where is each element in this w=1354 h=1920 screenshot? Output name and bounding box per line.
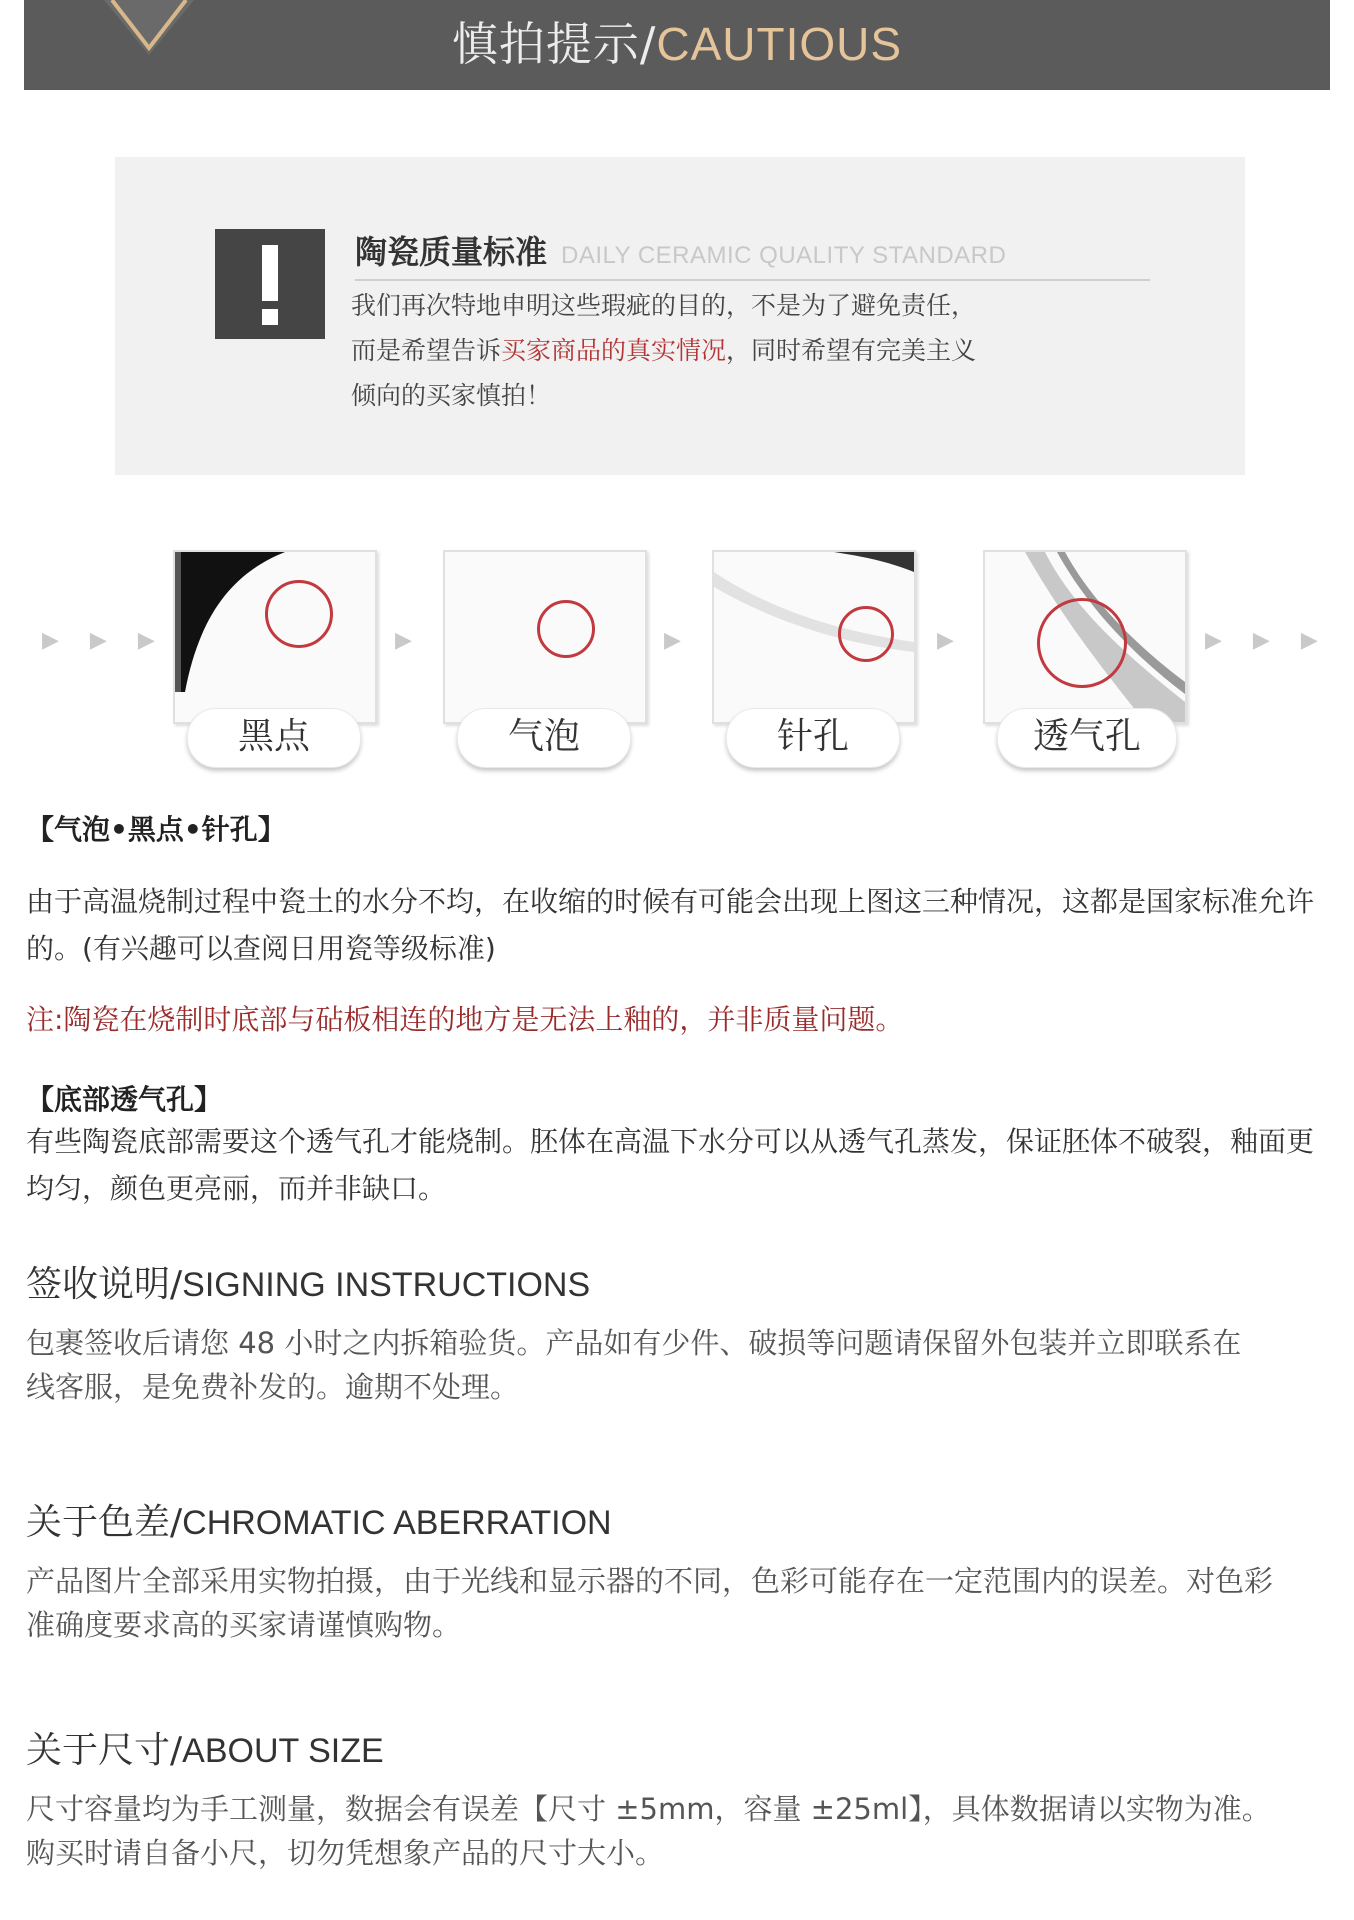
arrows-right-icon: ▶ ▶ ▶ bbox=[1205, 628, 1330, 653]
defect-highlight-circle bbox=[537, 600, 595, 658]
arrows-left-icon: ▶ ▶ ▶ bbox=[42, 628, 167, 653]
arrow-icon: ▶ bbox=[937, 628, 966, 653]
section-bubble-spot-pinhole bbox=[26, 808, 1326, 1043]
notice-title bbox=[355, 227, 1006, 273]
defect-card-pinhole bbox=[712, 550, 916, 724]
defect-highlight-circle bbox=[838, 606, 894, 662]
section-heading: 签收说明/SIGNING INSTRUCTIONS bbox=[26, 1264, 591, 1305]
arrow-icon: ▶ bbox=[664, 628, 693, 653]
section-heading: 关于尺寸/ABOUT SIZE bbox=[26, 1730, 384, 1771]
section-text: 由于高温烧制过程中瓷土的水分不均，在收缩的时候有可能会出现上图这三种情况，这都是国家标准允许的。(有兴趣可以查阅日用瓷等级标准) bbox=[26, 885, 1315, 965]
arrow-icon: ▶ bbox=[395, 628, 424, 653]
section-text: 产品图片全部采用实物拍摄，由于光线和显示器的不同，色彩可能存在一定范围内的误差。对色彩准确度要求高的买家请谨慎购物。 bbox=[26, 1564, 1274, 1642]
notice-line-1: 我们再次特地申明这些瑕疵的目的，不是为了避免责任， bbox=[351, 291, 977, 320]
header-banner bbox=[24, 0, 1330, 90]
defect-examples bbox=[0, 540, 1354, 760]
notice-line-2: 而是希望告诉买家商品的真实情况，同时希望有完美主义 bbox=[351, 336, 977, 365]
section-note: 注:陶瓷在烧制时底部与砧板相连的地方是无法上釉的，并非质量问题。 bbox=[26, 1003, 904, 1036]
defect-label-black-spot: 黑点 bbox=[187, 708, 361, 768]
section-heading: 【气泡•黑点•针孔】 bbox=[26, 813, 286, 846]
defect-label-pinhole: 针孔 bbox=[726, 708, 900, 768]
defect-label-vent-hole: 透气孔 bbox=[997, 708, 1177, 768]
divider bbox=[355, 279, 1150, 281]
section-size bbox=[26, 1722, 1326, 1875]
page-title bbox=[24, 14, 1330, 74]
title-cn: 慎拍提示/ bbox=[451, 17, 657, 71]
defect-highlight-circle bbox=[265, 580, 333, 648]
section-text: 尺寸容量均为手工测量，数据会有误差【尺寸 ±5mm，容量 ±25ml】，具体数据请以实物为准。购买时请自备小尺，切勿凭想象产品的尺寸大小。 bbox=[26, 1792, 1271, 1870]
section-heading: 【底部透气孔】 bbox=[26, 1083, 223, 1116]
defect-label-bubble: 气泡 bbox=[457, 708, 631, 768]
title-en: CAUTIOUS bbox=[656, 18, 903, 70]
notice-highlight: 买家商品的真实情况 bbox=[501, 336, 727, 365]
notice-title-en: DAILY CERAMIC QUALITY STANDARD bbox=[561, 242, 1007, 269]
notice-line-3: 倾向的买家慎拍！ bbox=[351, 381, 552, 410]
section-signing bbox=[26, 1256, 1326, 1409]
exclamation-icon bbox=[215, 229, 325, 339]
notice-title-cn: 陶瓷质量标准 bbox=[355, 233, 548, 271]
quality-notice-box bbox=[115, 157, 1245, 475]
defect-card-bubble bbox=[443, 550, 647, 724]
defect-card-vent-hole bbox=[983, 550, 1187, 724]
notice-text bbox=[351, 283, 1151, 418]
defect-highlight-circle bbox=[1037, 598, 1127, 688]
section-vent-hole bbox=[26, 1078, 1326, 1212]
section-text: 有些陶瓷底部需要这个透气孔才能烧制。胚体在高温下水分可以从透气孔蒸发，保证胚体不破裂，釉面更均匀，颜色更亮丽，而并非缺口。 bbox=[26, 1125, 1315, 1205]
section-color-difference bbox=[26, 1494, 1326, 1647]
defect-card-black-spot bbox=[173, 550, 377, 724]
section-text: 包裹签收后请您 48 小时之内拆箱验货。产品如有少件、破损等问题请保留外包装并立即联系在线客服，是免费补发的。逾期不处理。 bbox=[26, 1326, 1242, 1404]
section-heading: 关于色差/CHROMATIC ABERRATION bbox=[26, 1502, 612, 1543]
